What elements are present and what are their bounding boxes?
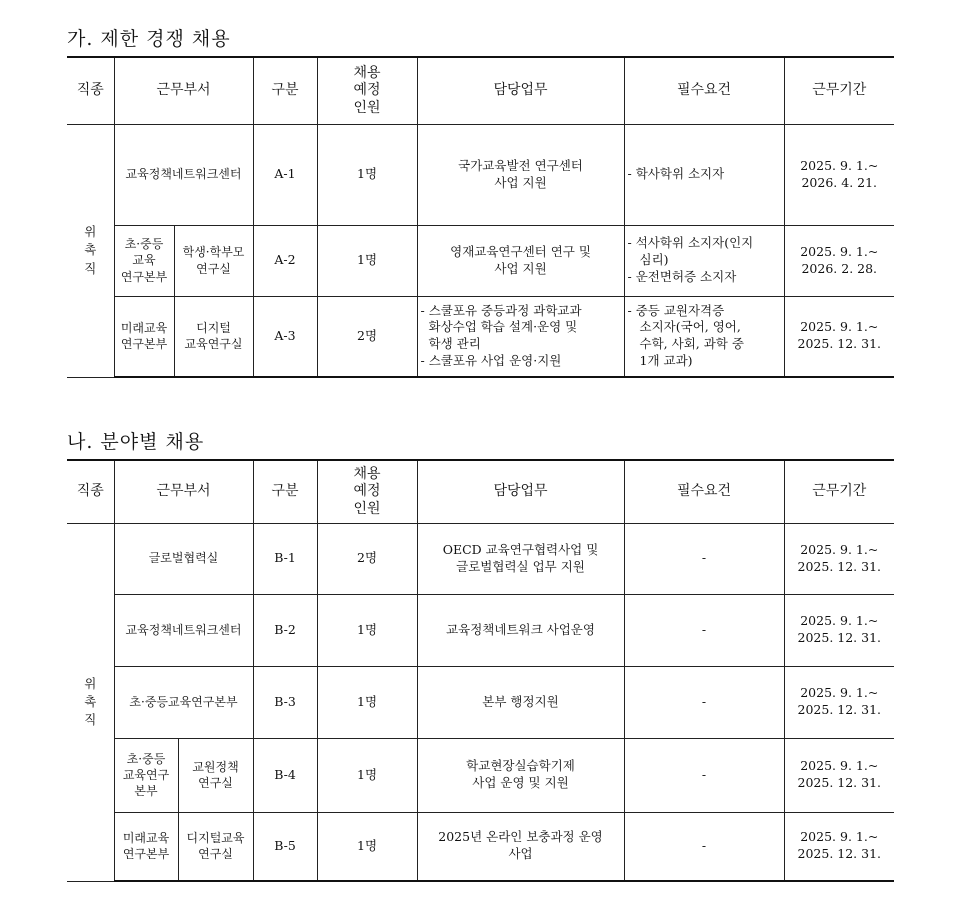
- requirements-cell: -: [624, 523, 784, 594]
- period-cell: 2025. 9. 1.~ 2025. 12. 31.: [784, 523, 894, 594]
- restricted-recruitment-table: [67, 56, 894, 378]
- period-cell: 2025. 9. 1.~ 2025. 12. 31.: [784, 594, 894, 666]
- header-job-type: 직종: [67, 460, 114, 523]
- table-row: [67, 523, 894, 594]
- table-row: [67, 738, 894, 812]
- job-type-cell: 위 촉 직: [67, 523, 114, 881]
- unit-cell: 디지털교육 연구실: [178, 812, 253, 881]
- code-cell: B-2: [253, 594, 317, 666]
- requirements-cell: -: [624, 594, 784, 666]
- period-cell: 2025. 9. 1.~ 2026. 2. 28.: [784, 225, 894, 296]
- headcount-cell: 2명: [317, 296, 417, 377]
- division-cell: 초·중등 교육연구 본부: [114, 738, 178, 812]
- headcount-cell: 1명: [317, 738, 417, 812]
- code-cell: A-2: [253, 225, 317, 296]
- duties-cell: OECD 교육연구협력사업 및 글로벌협력실 업무 지원: [417, 523, 624, 594]
- header-duties: 담당업무: [417, 57, 624, 124]
- period-cell: 2025. 9. 1.~ 2025. 12. 31.: [784, 666, 894, 738]
- code-cell: B-4: [253, 738, 317, 812]
- header-department: 근무부서: [114, 460, 253, 523]
- headcount-cell: 1명: [317, 225, 417, 296]
- requirements-cell: -: [624, 666, 784, 738]
- requirements-cell: - 석사학위 소지자(인지 심리) - 운전면허증 소지자: [624, 225, 784, 296]
- requirements-cell: -: [624, 738, 784, 812]
- code-cell: B-5: [253, 812, 317, 881]
- department-cell: 글로벌협력실: [114, 523, 253, 594]
- department-cell: 교육정책네트워크센터: [114, 594, 253, 666]
- headcount-cell: 2명: [317, 523, 417, 594]
- requirements-cell: - 중등 교원자격증 소지자(국어, 영어, 수학, 사회, 과학 중 1개 교과): [624, 296, 784, 377]
- duties-cell: 학교현장실습학기제 사업 운영 및 지원: [417, 738, 624, 812]
- requirements-cell: -: [624, 812, 784, 881]
- division-cell: 초·중등 교육 연구본부: [114, 225, 174, 296]
- header-headcount: 채용 예정 인원: [317, 57, 417, 124]
- period-cell: 2025. 9. 1.~ 2025. 12. 31.: [784, 738, 894, 812]
- section-a-title: 가. 제한 경쟁 채용: [67, 28, 231, 50]
- header-department: 근무부서: [114, 57, 253, 124]
- table-row: [67, 666, 894, 738]
- header-period: 근무기간: [784, 460, 894, 523]
- unit-cell: 학생·학부모 연구실: [174, 225, 253, 296]
- duties-cell: - 스쿨포유 중등과정 과학교과 화상수업 학습 설계·운영 및 학생 관리 - 스쿨포유 사업 운영·지원: [417, 296, 624, 377]
- table-row: [67, 225, 894, 296]
- period-cell: 2025. 9. 1.~ 2025. 12. 31.: [784, 296, 894, 377]
- duties-cell: 국가교육발전 연구센터 사업 지원: [417, 124, 624, 225]
- unit-cell: 교원정책 연구실: [178, 738, 253, 812]
- headcount-cell: 1명: [317, 666, 417, 738]
- job-type-cell: 위 촉 직: [67, 124, 114, 377]
- code-cell: B-1: [253, 523, 317, 594]
- division-cell: 미래교육 연구본부: [114, 812, 178, 881]
- table-row: [67, 124, 894, 225]
- header-headcount: 채용 예정 인원: [317, 460, 417, 523]
- header-category: 구분: [253, 460, 317, 523]
- period-cell: 2025. 9. 1.~ 2026. 4. 21.: [784, 124, 894, 225]
- headcount-cell: 1명: [317, 812, 417, 881]
- period-cell: 2025. 9. 1.~ 2025. 12. 31.: [784, 812, 894, 881]
- division-cell: 미래교육 연구본부: [114, 296, 174, 377]
- headcount-cell: 1명: [317, 594, 417, 666]
- header-requirements: 필수요건: [624, 57, 784, 124]
- duties-cell: 본부 행정지원: [417, 666, 624, 738]
- department-cell: 초·중등교육연구본부: [114, 666, 253, 738]
- field-recruitment-table: [67, 459, 894, 882]
- code-cell: B-3: [253, 666, 317, 738]
- section-b-title: 나. 분야별 채용: [67, 431, 205, 453]
- table-header-row: [67, 460, 894, 523]
- table-row: [67, 296, 894, 377]
- table-row: [67, 594, 894, 666]
- requirements-cell: - 학사학위 소지자: [624, 124, 784, 225]
- code-cell: A-3: [253, 296, 317, 377]
- header-job-type: 직종: [67, 57, 114, 124]
- header-requirements: 필수요건: [624, 460, 784, 523]
- table-header-row: [67, 57, 894, 124]
- header-period: 근무기간: [784, 57, 894, 124]
- table-row: [67, 812, 894, 881]
- unit-cell: 디지털 교육연구실: [174, 296, 253, 377]
- department-cell: 교육정책네트워크센터: [114, 124, 253, 225]
- headcount-cell: 1명: [317, 124, 417, 225]
- code-cell: A-1: [253, 124, 317, 225]
- header-duties: 담당업무: [417, 460, 624, 523]
- duties-cell: 교육정책네트워크 사업운영: [417, 594, 624, 666]
- duties-cell: 영재교육연구센터 연구 및 사업 지원: [417, 225, 624, 296]
- header-category: 구분: [253, 57, 317, 124]
- duties-cell: 2025년 온라인 보충과정 운영 사업: [417, 812, 624, 881]
